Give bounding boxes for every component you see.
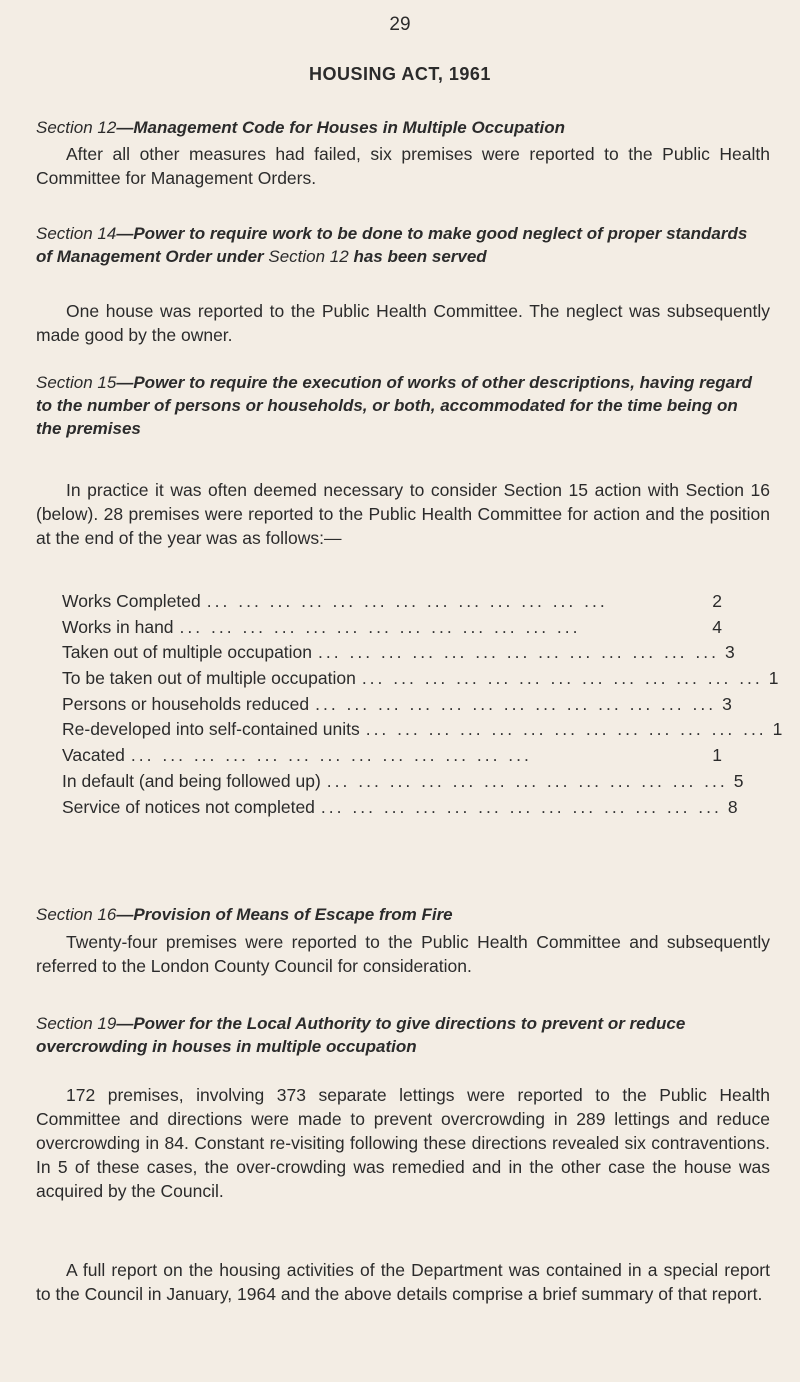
section-15-label: Section 15 — [36, 373, 117, 392]
leader-dots: ... ... ... ... ... ... ... ... ... ... ... ... ... — [206, 591, 608, 611]
section-19-text: 172 premises, involving 373 separate lettings were reported to the Public Health Committee and directions were made to prevent overcrowding in 289 lettings and reduce overcrowding in 84. Constant re-visiting following these directions revealed six contraventions. In 5 of these cases, the over-crowding was remedied and in the other case the house was acquired by the Council. — [36, 1085, 770, 1201]
row-value: 3 — [722, 693, 732, 714]
row-label: Taken out of multiple occupation — [62, 642, 313, 663]
row-label: Works in hand — [62, 616, 174, 637]
section-12-title: —Management Code for Houses in Multiple Occupation — [116, 118, 565, 137]
leader-dots: ... ... ... ... ... ... ... ... ... ... ... ... ... — [365, 719, 767, 740]
page-number: 29 — [389, 14, 411, 35]
row-value: 1 — [712, 745, 722, 766]
row-label: To be taken out of multiple occupation — [62, 668, 356, 689]
section-14-label: Section 14 — [36, 224, 117, 243]
leader-dots: ... ... ... ... ... ... ... ... ... ... ... ... ... — [318, 642, 719, 663]
table-row — [62, 745, 722, 771]
table-row — [62, 642, 735, 668]
leader-dots: ... ... ... ... ... ... ... ... ... ... ... ... ... — [315, 693, 717, 714]
leader-dots: ... ... ... ... ... ... ... ... ... ... ... ... ... — [320, 796, 722, 817]
section-14-ref: Section 12 — [268, 247, 349, 266]
page-title: HOUSING ACT, 1961 — [309, 64, 491, 84]
section-16-text: Twenty-four premises were reported to the Public Health Committee and subsequently referred to the London County Council for consideration. — [36, 932, 770, 976]
section-14-title-a: —Power to require work to be done to make good neglect of proper standards of Management Order under — [36, 224, 748, 266]
leader-dots: ... ... ... ... ... ... ... ... ... ... ... ... ... — [361, 668, 763, 689]
section-12-text: After all other measures had failed, six premises were reported to the Public Health Committee for Management Orders. — [36, 144, 770, 188]
results-table — [62, 591, 783, 822]
row-label: Works Completed — [62, 591, 201, 611]
section-14-heading — [36, 222, 766, 268]
row-value: 8 — [727, 796, 738, 817]
section-12-heading — [36, 116, 766, 139]
row-value: 3 — [725, 642, 735, 663]
row-value: 5 — [733, 770, 744, 791]
section-15-heading — [36, 371, 766, 440]
section-19-title: —Power for the Local Authority to give directions to prevent or reduce overcrowding in houses in multiple occupation — [36, 1014, 686, 1056]
section-15-text: In practice it was often deemed necessary to consider Section 15 action with Section 16 (below). 28 premises were reported to the Public Health Committee for action and the position at the end of the year was as follows:— — [36, 480, 770, 548]
table-row — [62, 770, 744, 797]
section-16-label: Section 16 — [36, 905, 117, 924]
row-value: 1 — [768, 668, 779, 689]
section-16-title: —Provision of Means of Escape from Fire — [116, 905, 453, 924]
row-label: Service of notices not completed — [62, 796, 315, 817]
section-14-text: One house was reported to the Public Health Committee. The neglect was subsequently made good by the owner. — [36, 301, 770, 345]
leader-dots: ... ... ... ... ... ... ... ... ... ... ... ... ... — [326, 770, 728, 791]
table-row — [62, 693, 732, 720]
row-label: Re-developed into self-contained units — [62, 719, 360, 740]
section-14-title-b: has been served — [348, 247, 487, 266]
table-row — [62, 617, 722, 643]
row-label: In default (and being followed up) — [62, 770, 321, 791]
row-value: 4 — [712, 616, 722, 637]
table-row — [62, 668, 779, 694]
section-19-heading — [36, 1012, 766, 1058]
closing-text: A full report on the housing activities of the Department was contained in a special report to the Council in January, 1964 and the above details comprise a brief summary of that report. — [36, 1260, 770, 1304]
row-value: 1 — [772, 719, 783, 740]
section-12-label: Section 12 — [36, 118, 117, 137]
row-label: Vacated — [62, 745, 125, 766]
section-16-heading — [36, 903, 766, 926]
row-label: Persons or households reduced — [62, 693, 310, 714]
section-15-title: —Power to require the execution of works of other descriptions, having regard to the number of persons or households, or both, accommodated for the time being on the premises — [36, 373, 753, 438]
row-value: 2 — [712, 591, 722, 611]
leader-dots: ... ... ... ... ... ... ... ... ... ... ... ... ... — [179, 616, 581, 637]
leader-dots: ... ... ... ... ... ... ... ... ... ... ... ... ... — [130, 745, 532, 766]
table-row — [62, 719, 783, 745]
table-row — [62, 796, 738, 823]
section-19-label: Section 19 — [36, 1014, 117, 1033]
table-row — [62, 591, 722, 617]
